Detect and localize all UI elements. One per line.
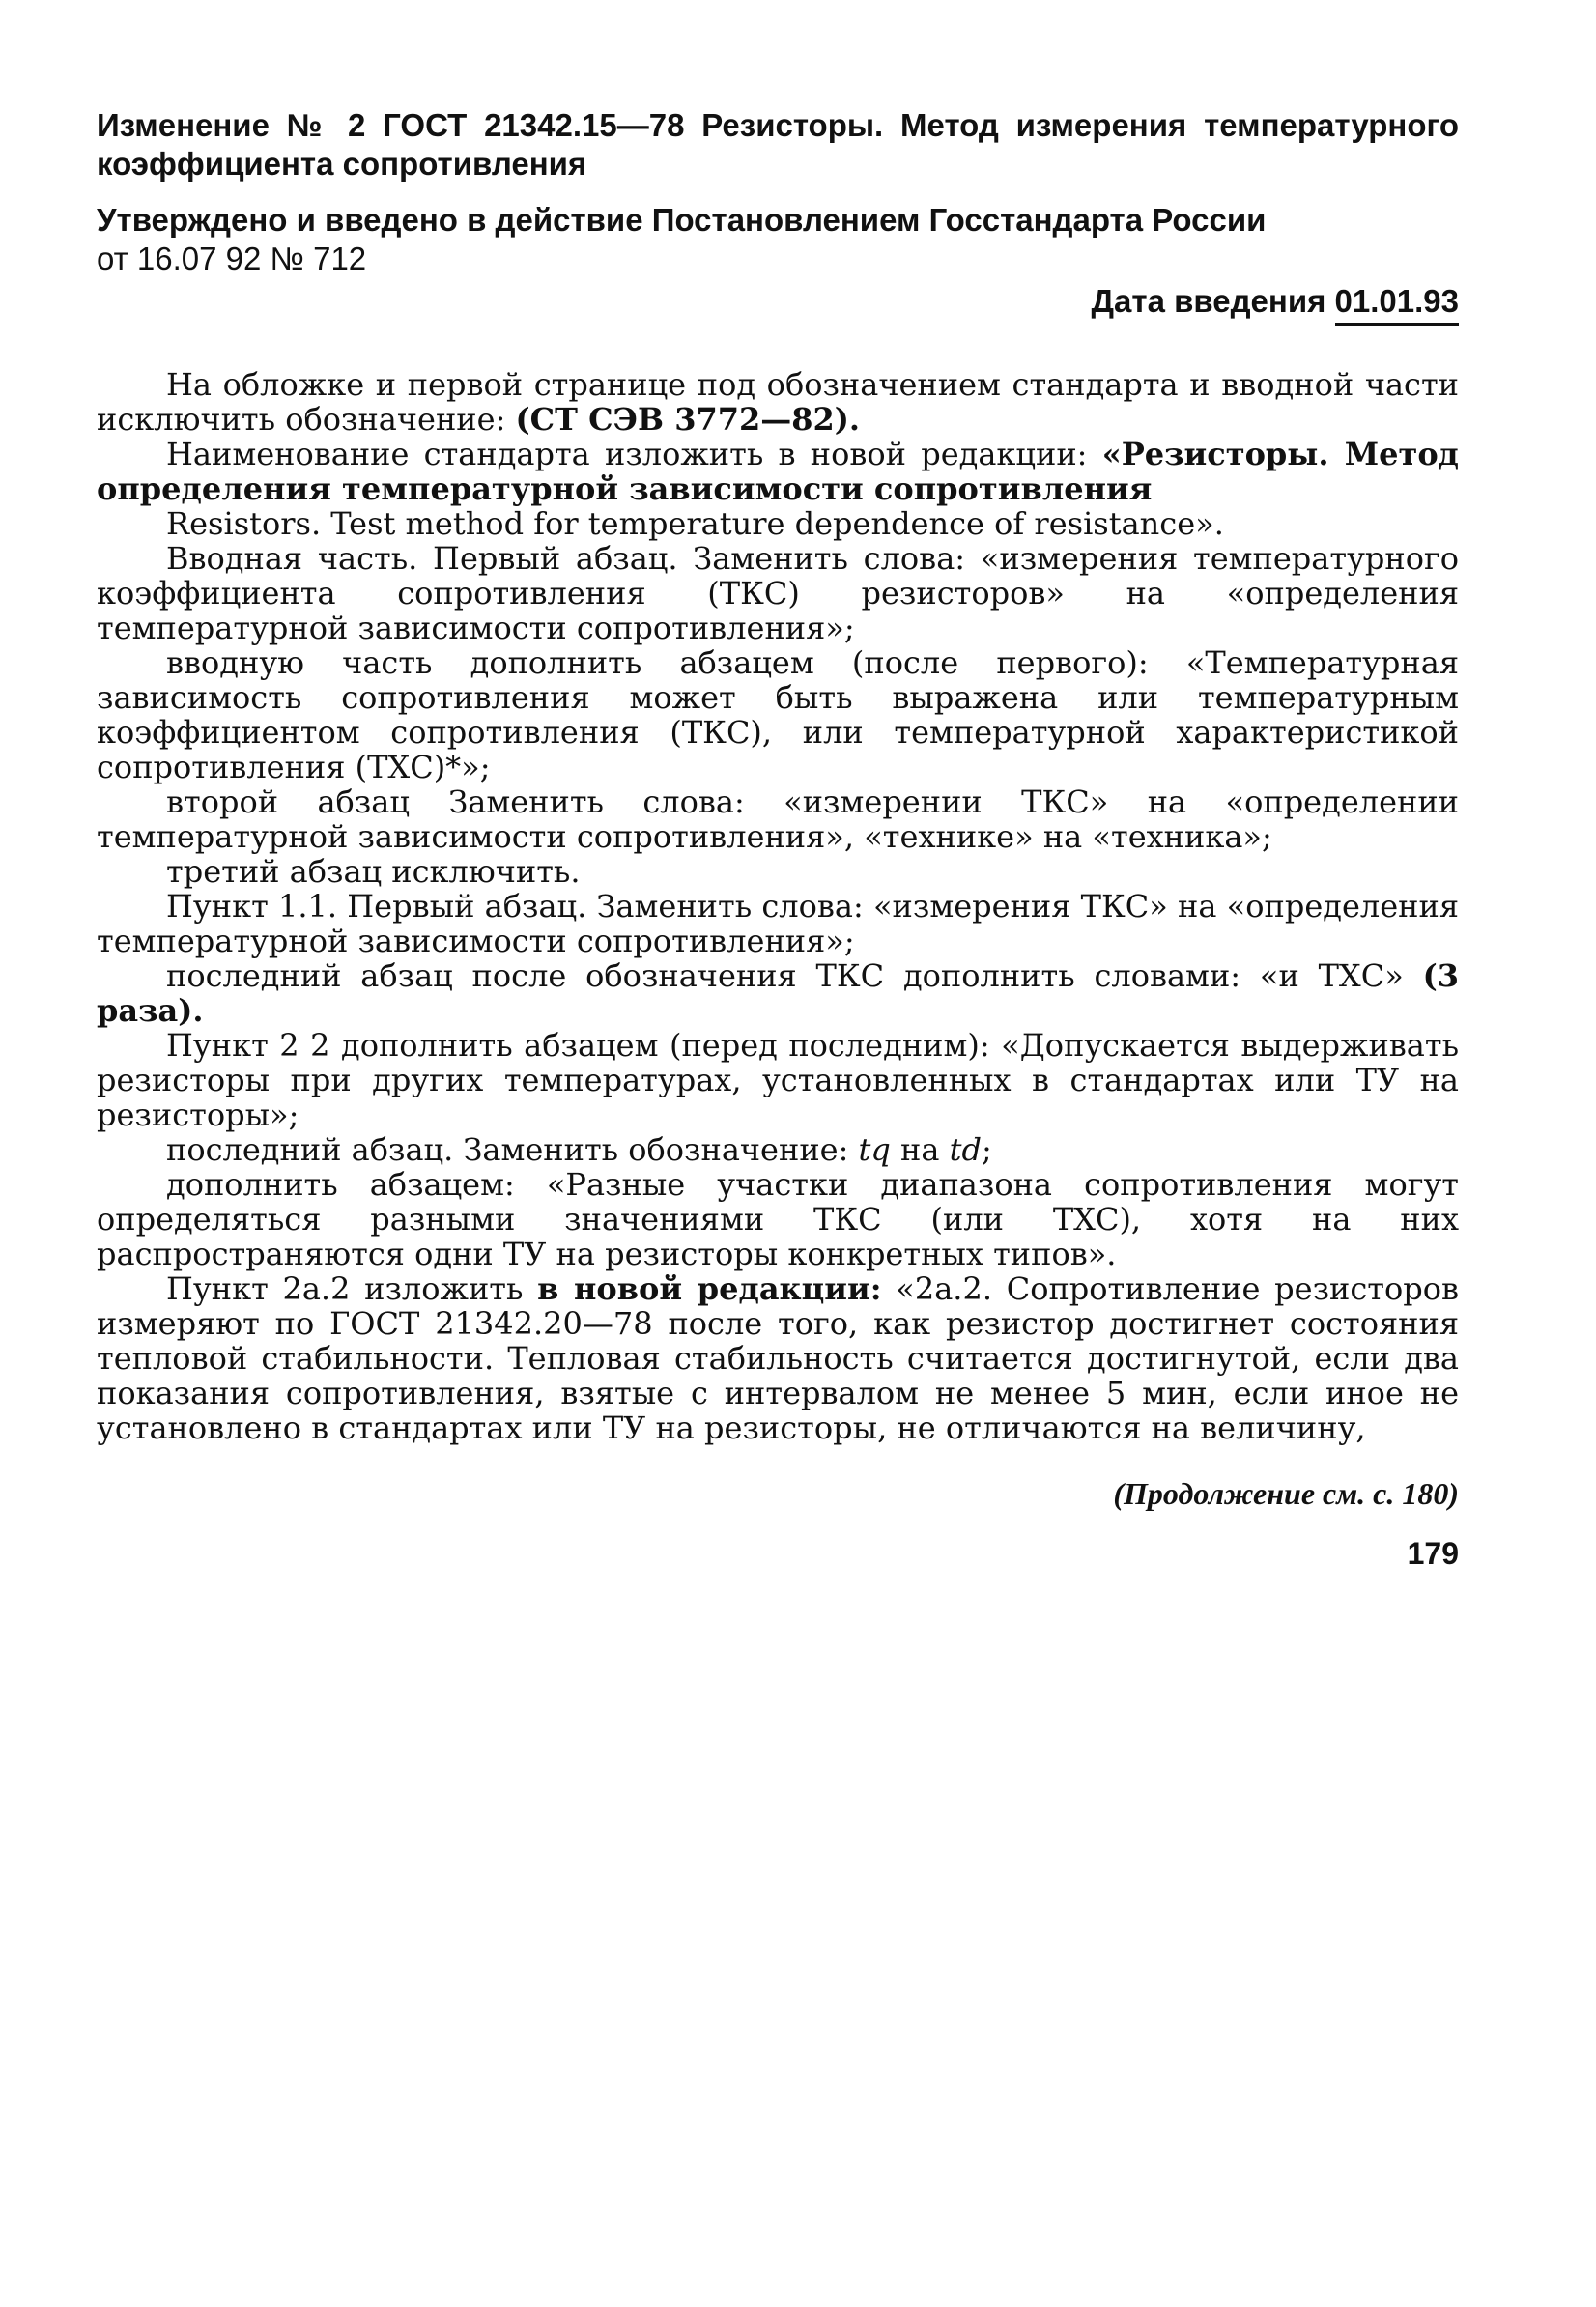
- paragraph-text: последний абзац после обозначения ТКС дополнить словами: «и ТХС»: [166, 957, 1423, 994]
- approval-authority: Постановлением Госстандарта России: [651, 202, 1267, 238]
- symbol-tq: tq: [858, 1131, 891, 1168]
- paragraph-text: Наименование стандарта изложить в новой редакции:: [166, 436, 1102, 472]
- page-number: 179: [1407, 1536, 1459, 1571]
- paragraph: [97, 958, 1459, 1028]
- paragraph-text: «2а.2. Сопротивление резисторов измеряют по ГОСТ 21342.20—78 после того, как резистор достигнет состояния тепловой стабильности. Тепловая стабильность считается достигнутой, если два показания сопротивления, взятые с интервалом не менее 5 мин, если иное не установлено в стандартах или ТУ на резисторы, не отличаются на величину,: [97, 1270, 1460, 1446]
- paragraph: [97, 1132, 1459, 1167]
- effective-date: [97, 282, 1459, 321]
- paragraph: Вводная часть. Первый абзац. Заменить слова: «измерения температурного коэффициента сопротивления (ТКС) резисторов» на «определения температурной зависимости сопротивления»;: [97, 540, 1459, 646]
- paragraph: вводную часть дополнить абзацем (после первого): «Температурная зависимость сопротивления может быть выражена или температурным коэффициентом сопротивления (ТКС), или температурной характеристикой сопротивления (ТХС)*»;: [97, 644, 1459, 785]
- paragraph-text-bold: «Резисторы. Метод определения температурной зависимости сопротивления: [97, 436, 1460, 507]
- paragraph-text-bold: в новой редакции:: [537, 1270, 882, 1307]
- paragraph: [97, 437, 1459, 506]
- approval-line: [97, 201, 1459, 278]
- paragraph: дополнить абзацем: «Разные участки диапазона сопротивления могут определяться разными значениями ТКС (или ТХС), хотя на них распространяются одни ТУ на резисторы конкретных типов».: [97, 1166, 1459, 1272]
- paragraph: Resistors. Test method for temperature dependence of resistance».: [166, 505, 1224, 542]
- paragraph: [97, 1271, 1459, 1445]
- document-page: [97, 106, 1459, 1573]
- paragraph: второй абзац Заменить слова: «измерении ТКС» на «определении температурной зависимости сопротивления», «технике» на «техника»;: [97, 783, 1459, 855]
- paragraph-text: на: [890, 1131, 950, 1168]
- paragraph: третий абзац исключить.: [166, 853, 581, 890]
- effective-date-value: 01.01.93: [1335, 283, 1459, 326]
- paragraph: Пункт 1.1. Первый абзац. Заменить слова: «измерения ТКС» на «определения температурной зависимости сопротивления»;: [97, 888, 1459, 959]
- paragraph-text: последний абзац. Заменить обозначение:: [166, 1131, 859, 1168]
- approval-decree: от 16.07 92 № 712: [97, 241, 367, 276]
- paragraph-text-bold: (3 раза).: [97, 957, 1459, 1029]
- paragraph-text: ;: [981, 1131, 992, 1168]
- approval-prefix: Утверждено и введено в действие: [97, 202, 643, 238]
- paragraph-text: На обложке и первой странице под обозначением стандарта и вводной части исключить обозначение:: [97, 366, 1459, 438]
- symbol-td: td: [949, 1131, 982, 1168]
- amendment-body: [97, 367, 1459, 1445]
- paragraph: Пункт 2 2 дополнить абзацем (перед последним): «Допускается выдерживать резисторы при других температурах, установленных в стандартах или ТУ на резисторы»;: [97, 1027, 1459, 1133]
- paragraph-text: Пункт 2а.2 изложить: [166, 1270, 538, 1307]
- paragraph-text-bold: (СТ СЭВ 3772—82).: [515, 401, 861, 438]
- effective-date-label: Дата введения: [1091, 283, 1326, 319]
- continuation-note: (Продолжение см. с. 180): [1113, 1476, 1459, 1511]
- paragraph: [97, 367, 1459, 437]
- document-title: Изменение № 2 ГОСТ 21342.15—78 Резисторы. Метод измерения температурного коэффициента сопротивления: [97, 107, 1459, 182]
